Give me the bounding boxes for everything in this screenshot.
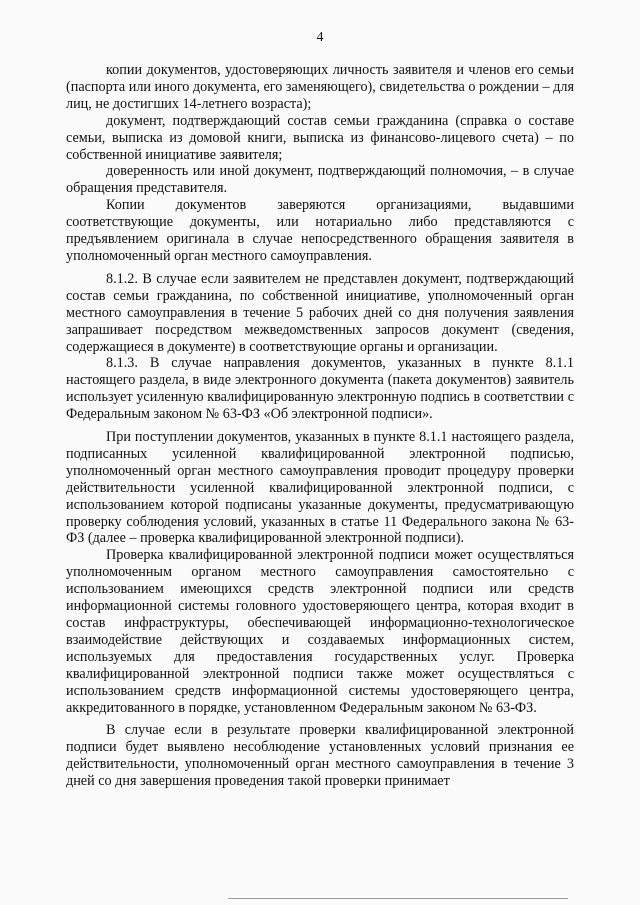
paragraph-verification-means: Проверка квалифицированной электронной подписи может осуществляться уполномоченным органом местного самоуправления самостоятельно с использованием имеющихся средств электронной подписи или средств информационной системы головного удостоверяющего центра, которая входит в состав инфраструктуры, обеспечивающей информационно-технологическое взаимодействие действующих и создаваемых информационных систем, используемых для предоставления государственных услуг. Проверка квалифицированной электронной подписи также может осуществляться с использованием средств информационной системы удостоверяющего центра, аккредитованного в порядке, установленном Федеральным законом № 63-ФЗ.: [66, 547, 574, 716]
paragraph-8-1-3: 8.1.3. В случае направления документов, указанных в пункте 8.1.1 настоящего раздела, в виде электронного документа (пакета документов) заявитель использует усиленную квалифицированную электронную подпись в соответствии с Федеральным законом № 63-ФЗ «Об электронной подписи».: [66, 355, 574, 423]
paragraph-copies-certification: Копии документов заверяются организациями, выдавшими соответствующие документы, или нотариально либо представляются с предъявлением оригинала в случае непосредственного обращения заявителя в уполномоченный орган местного самоуправления.: [66, 197, 574, 264]
paragraph-verification-failure: В случае если в результате проверки квалифицированной электронной подписи будет выявлено несоблюдение установленных условий признания ее действительности, уполномоченный орган местного самоуправления в течение 3 дней со дня завершения проведения такой проверки принимает: [66, 722, 574, 790]
paragraph-identity-docs: копии документов, удостоверяющих личность заявителя и членов его семьи (паспорта или иного документа, его заменяющего), свидетельства о рождении – для лиц, не достигших 14-летнего возраста);: [66, 62, 574, 112]
page-number: 4: [316, 30, 324, 45]
document-body: [66, 62, 574, 790]
bottom-divider: [228, 898, 568, 899]
paragraph-8-1-2: 8.1.2. В случае если заявителем не представлен документ, подтверждающий состав семьи гражданина, по собственной инициативе, уполномоченный орган местного самоуправления в течение 5 рабочих дней со дня получения заявления запрашивает посредством межведомственных запросов документ (сведения, содержащиеся в документе) в соответствующие органы и организации.: [66, 270, 574, 355]
paragraph-power-of-attorney: доверенность или иной документ, подтверждающий полномочия, – в случае обращения представителя.: [66, 163, 574, 197]
paragraph-signature-verification: При поступлении документов, указанных в пункте 8.1.1 настоящего раздела, подписанных усиленной квалифицированной электронной подписью, уполномоченный орган местного самоуправления проводит процедуру проверки действительности усиленной квалифицированной электронной подписи, с использованием которой подписаны указанные документы, предусматривающую проверку соблюдения условий, указанных в статье 11 Федерального закона № 63-ФЗ (далее – проверка квалифицированной электронной подписи).: [66, 429, 574, 547]
paragraph-family-composition: документ, подтверждающий состав семьи гражданина (справка о составе семьи, выписка из домовой книги, выписка из финансово-лицевого счета) – по собственной инициативе заявителя;: [66, 112, 574, 163]
